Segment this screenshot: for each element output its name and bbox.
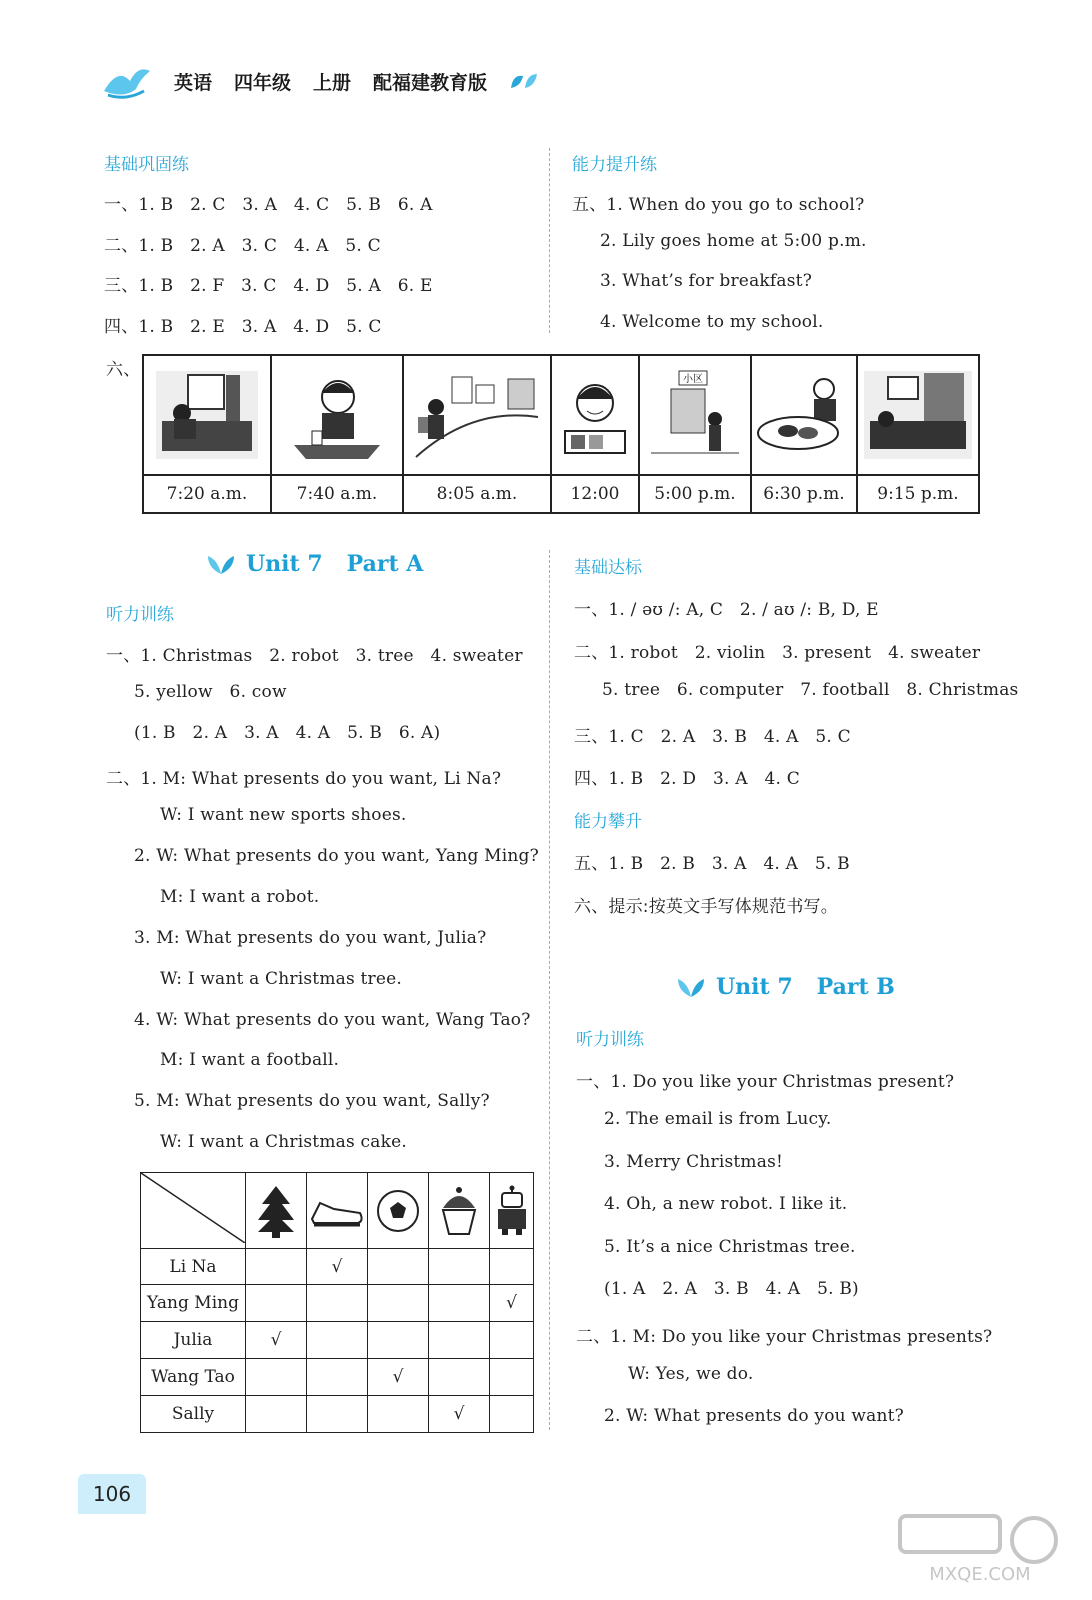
answer-line: 五、1. When do you go to school? [572,195,865,215]
answer-line: 四、1. B 2. D 3. A 4. C [574,769,800,789]
cupcake-icon [437,1184,481,1238]
schedule-picture [403,355,551,475]
heading-ability-climb: 能力攀升 [574,812,642,832]
part-label: Part A [346,551,424,577]
table-row [141,1285,534,1322]
table-row [141,1249,534,1285]
answer-line: 二、1. M: Do you like your Christmas presents? [576,1327,993,1347]
lunch-girl-icon [555,367,635,463]
heading-basic-standard: 基础达标 [574,558,642,578]
christmas-tree-icon [256,1184,296,1238]
answer-line: W: I want a Christmas tree. [160,969,402,989]
table-row [141,1396,534,1433]
answer-line: 五、1. B 2. B 3. A 4. A 5. B [574,854,850,874]
check-mark: √ [368,1359,429,1396]
answer-line: 二、1. robot 2. violin 3. present 4. sweater [574,643,981,663]
term: 上册 [313,71,352,94]
wake-up-bedroom-icon [152,367,262,463]
heading-ability-practice: 能力提升练 [572,155,657,175]
answer-line: 5. M: What presents do you want, Sally? [134,1091,490,1111]
check-mark: √ [490,1285,534,1322]
answer-line: 2. W: What presents do you want, Yang Ming? [134,846,539,866]
daily-schedule-table [142,354,980,514]
schedule-picture [271,355,403,475]
answer-line: 5. It’s a nice Christmas tree. [604,1237,856,1257]
unit7a-title [206,551,423,577]
child-name: Julia [141,1322,246,1359]
schedule-time: 5:00 p.m. [639,475,751,513]
answer-line: M: I want a football. [160,1050,340,1070]
answer-line: 4. Oh, a new robot. I like it. [604,1194,848,1214]
answer-line: 3. Merry Christmas! [604,1152,784,1172]
check-mark: √ [246,1322,307,1359]
heading-basic-practice: 基础巩固练 [104,155,189,175]
answer-line: 4. Welcome to my school. [600,312,824,332]
svg-text:MXQE.COM: MXQE.COM [929,1564,1031,1585]
schedule-time: 9:15 p.m. [857,475,979,513]
unit-label: Unit 7 [716,974,793,1000]
leaf-bullet-icon [206,552,236,576]
question-label-six: 六、 [106,360,141,380]
schedule-time: 6:30 p.m. [751,475,857,513]
answer-line: 3. M: What presents do you want, Julia? [134,928,487,948]
go-home-community-icon [645,367,745,463]
answer-line: 一、1. B 2. C 3. A 4. C 5. B 6. A [104,195,433,215]
schedule-time: 7:40 a.m. [271,475,403,513]
answer-line: W: I want a Christmas cake. [160,1132,407,1152]
answer-line: 六、提示:按英文手写体规范书写。 [574,897,838,917]
go-to-bed-icon [860,367,976,463]
watermark-logo-icon [894,1506,1064,1586]
schedule-time: 8:05 a.m. [403,475,551,513]
diagonal-divider [141,1173,245,1243]
check-mark: √ [429,1396,490,1433]
breakfast-boy-icon [282,367,392,463]
sports-shoes-icon [310,1191,364,1231]
answer-line: 二、1. B 2. A 3. C 4. A 5. C [104,236,381,256]
edition: 配福建教育版 [373,71,488,94]
answer-line: 三、1. B 2. F 3. C 4. D 5. A 6. E [104,276,433,296]
answer-line: 三、1. C 2. A 3. B 4. A 5. C [574,727,851,747]
answer-line: W: Yes, we do. [628,1364,754,1384]
schedule-time: 12:00 [551,475,639,513]
answer-line: 2. The email is from Lucy. [604,1109,832,1129]
leaf-bullet-icon [676,975,706,999]
answer-line: 一、1. Do you like your Christmas present? [576,1072,955,1092]
answer-line: 一、1. Christmas 2. robot 3. tree 4. sweater [106,646,523,666]
dinner-icon [754,367,854,463]
robot-icon [492,1185,532,1237]
football-icon [375,1188,421,1234]
schedule-time: 7:20 a.m. [143,475,271,513]
subject: 英语 [174,71,213,94]
svg-text:小区: 小区 [683,374,703,385]
table-row [141,1322,534,1359]
answer-line: 5. yellow 6. cow [134,682,287,702]
answer-line: (1. A 2. A 3. B 4. A 5. B) [604,1279,859,1299]
answer-line: 2. Lily goes home at 5:00 p.m. [600,231,867,251]
table-icon-cell [246,1173,307,1249]
table-row [141,1359,534,1396]
answer-line: W: I want new sports shoes. [160,805,407,825]
bird-logo-icon [100,61,152,101]
page-number: 106 [78,1474,146,1514]
child-name: Wang Tao [141,1359,246,1396]
leaf-decoration-icon [509,70,539,92]
answer-line: M: I want a robot. [160,887,320,907]
answer-line: 2. W: What presents do you want? [604,1406,904,1426]
table-icon-cell [307,1173,368,1249]
check-mark: √ [307,1249,368,1285]
grade: 四年级 [234,71,292,94]
answer-line: 3. What’s for breakfast? [600,271,813,291]
answer-line: 5. tree 6. computer 7. football 8. Christmas [602,680,1019,700]
table-icon-cell [490,1173,534,1249]
unit7b-title [676,974,895,1000]
table-corner [141,1173,246,1249]
table-icon-cell [368,1173,429,1249]
presents-table [140,1172,534,1433]
column-divider [549,148,550,333]
schedule-picture [639,355,751,475]
child-name: Yang Ming [141,1285,246,1322]
answer-line: 一、1. / əʊ /: A, C 2. / aʊ /: B, D, E [574,600,879,620]
answer-line: (1. B 2. A 3. A 4. A 5. B 6. A) [134,723,441,743]
heading-listening: 听力训练 [106,605,174,625]
schedule-picture [857,355,979,475]
child-name: Li Na [141,1249,246,1285]
answer-line: 4. W: What presents do you want, Wang Tao? [134,1010,531,1030]
heading-listening: 听力训练 [576,1030,644,1050]
answer-line: 二、1. M: What presents do you want, Li Na? [106,769,502,789]
schedule-picture [751,355,857,475]
column-divider [549,550,550,1430]
page-header [100,58,539,104]
child-name: Sally [141,1396,246,1433]
unit-label: Unit 7 [246,551,323,577]
go-to-school-icon [412,367,542,463]
part-label: Part B [816,974,895,1000]
schedule-picture [143,355,271,475]
table-icon-cell [429,1173,490,1249]
schedule-picture [551,355,639,475]
answer-line: 四、1. B 2. E 3. A 4. D 5. C [104,317,382,337]
